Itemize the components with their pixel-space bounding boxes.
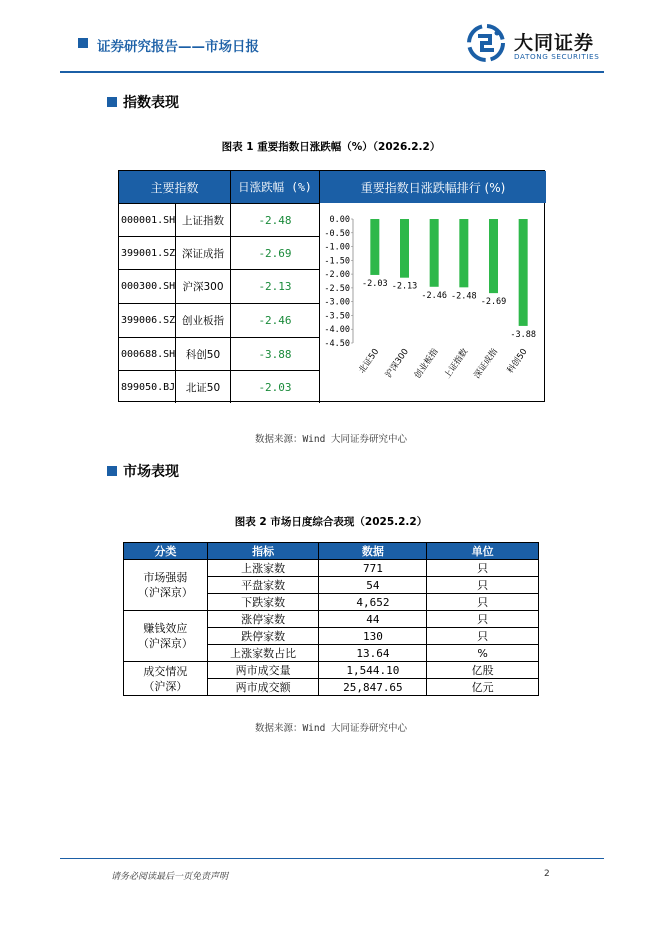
index-name: 北证50: [185, 382, 221, 394]
index-code: 000300.SH: [121, 281, 176, 292]
x-tick-label: 沪深300: [383, 346, 411, 380]
brand-name-en: DATONG SECURITIES: [514, 52, 600, 61]
market-performance-table: [123, 542, 539, 696]
y-tick-label: -0.50: [324, 228, 350, 239]
y-tick-label: 0.00: [329, 215, 350, 225]
table-header-row: [124, 543, 539, 560]
unit-cell: 亿元: [427, 679, 539, 696]
table-row: [119, 269, 319, 302]
index-change: -2.03: [258, 381, 292, 394]
index-name: 沪深300: [182, 281, 224, 293]
header-square-icon: [78, 38, 88, 48]
bar: [370, 219, 379, 275]
x-tick-label: 科创50: [505, 346, 530, 376]
category-scope: （沪深京）: [137, 586, 193, 599]
header-major-index: 主要指数: [119, 171, 230, 203]
table-row: [124, 662, 539, 679]
ranking-bar-chart-svg: [320, 203, 546, 403]
index-change: -2.69: [258, 247, 292, 260]
table-row: [124, 611, 539, 628]
index-change: -2.48: [258, 214, 292, 227]
category-cell: [124, 662, 208, 696]
report-type-title: 证券研究报告——市场日报: [97, 39, 259, 55]
y-tick-label: -1.00: [324, 242, 350, 253]
value-cell: 54: [319, 577, 427, 594]
x-tick-label: 深证成指: [472, 346, 500, 381]
header-ranking-chart: 重要指数日涨跌幅排行 (%): [320, 171, 546, 203]
y-tick-label: -4.00: [324, 325, 350, 336]
header-divider: [60, 71, 604, 73]
table-row: [124, 560, 539, 577]
metric-cell: 两市成交量: [207, 662, 319, 679]
index-code: 899050.BJ: [121, 382, 176, 393]
bar: [519, 219, 528, 326]
index-change: -2.13: [258, 280, 292, 293]
section-title-index: 指数表现: [123, 95, 179, 111]
unit-cell: %: [427, 645, 539, 662]
data-label: -2.69: [480, 297, 507, 308]
metric-cell: 两市成交额: [207, 679, 319, 696]
data-label: -2.48: [451, 291, 477, 302]
category-cell: [124, 611, 208, 662]
metric-cell: 涨停家数: [207, 611, 319, 628]
value-cell: 771: [319, 560, 427, 577]
x-tick-label: 北证50: [357, 346, 382, 376]
unit-cell: 只: [427, 560, 539, 577]
bar: [400, 219, 409, 278]
category-scope: （沪深京）: [137, 637, 193, 650]
brand-name-cn: 大同证券: [514, 32, 595, 54]
header-unit: 单位: [427, 543, 539, 560]
index-performance-table: [118, 170, 545, 402]
index-name: 创业板指: [182, 315, 224, 327]
y-tick-label: -3.00: [324, 297, 350, 308]
value-cell: 130: [319, 628, 427, 645]
x-tick-label: 上证指数: [442, 346, 471, 381]
value-cell: 25,847.65: [319, 679, 427, 696]
unit-cell: 亿股: [427, 662, 539, 679]
metric-cell: 平盘家数: [207, 577, 319, 594]
data-label: -2.13: [391, 281, 418, 292]
index-change: -2.46: [258, 314, 292, 327]
header-metric: 指标: [207, 543, 319, 560]
page-number: 2: [544, 869, 550, 879]
metric-cell: 上涨家数: [207, 560, 319, 577]
index-code: 399001.SZ: [121, 248, 176, 259]
table-row: [119, 303, 319, 336]
index-change: -3.88: [258, 348, 292, 361]
table-row: [119, 370, 319, 403]
index-name: 上证指数: [182, 215, 224, 227]
category-label: 成交情况: [143, 664, 188, 678]
value-cell: 1,544.10: [319, 662, 427, 679]
index-code: 399006.SZ: [121, 315, 176, 326]
figure1-source: 数据来源：Wind 大同证券研究中心: [254, 434, 408, 445]
category-label: 赚钱效应: [143, 622, 188, 635]
metric-cell: 上涨家数占比: [207, 645, 319, 662]
y-tick-label: -2.50: [324, 283, 350, 294]
index-code: 000688.SH: [121, 349, 176, 360]
y-tick-label: -4.50: [324, 339, 350, 349]
table-row: [119, 236, 319, 269]
header-daily-change: 日涨跌幅 (%): [231, 171, 319, 203]
data-label: -2.03: [362, 278, 388, 289]
y-tick-label: -1.50: [324, 256, 350, 267]
unit-cell: 只: [427, 594, 539, 611]
bar: [430, 219, 439, 287]
value-cell: 13.64: [319, 645, 427, 662]
data-label: -2.46: [421, 290, 447, 301]
figure2-title: 图表 2 市场日度综合表现（2025.2.2）: [234, 516, 428, 528]
y-tick-label: -2.00: [324, 270, 350, 281]
section-square-icon: [107, 97, 117, 107]
section-title-market: 市场表现: [123, 464, 179, 480]
category-scope: （沪深）: [143, 679, 188, 693]
figure1-title: 图表 1 重要指数日涨跌幅（%）（2026.2.2）: [221, 141, 441, 153]
category-label: 市场强弱: [143, 571, 188, 584]
figure2-source: 数据来源：Wind 大同证券研究中心: [254, 723, 408, 734]
table-row: [119, 337, 319, 370]
footer-disclaimer: 请务必阅读最后一页免责声明: [111, 872, 229, 882]
index-name: 深证成指: [182, 248, 224, 260]
unit-cell: 只: [427, 577, 539, 594]
header-category: 分类: [124, 543, 208, 560]
header-data: 数据: [319, 543, 427, 560]
value-cell: 44: [319, 611, 427, 628]
footer-divider: [60, 858, 604, 859]
ranking-bar-chart: [320, 203, 546, 403]
datong-logo-icon: [466, 24, 506, 62]
bar: [459, 219, 468, 287]
bar: [489, 219, 498, 293]
table-row: [119, 203, 319, 236]
unit-cell: 只: [427, 611, 539, 628]
unit-cell: 只: [427, 628, 539, 645]
y-tick-label: -3.50: [324, 311, 350, 322]
value-cell: 4,652: [319, 594, 427, 611]
index-name: 科创50: [185, 349, 221, 361]
data-label: -3.88: [510, 329, 536, 340]
metric-cell: 下跌家数: [207, 594, 319, 611]
x-tick-label: 创业板指: [412, 346, 441, 381]
index-code: 000001.SH: [121, 215, 176, 226]
section-square-icon: [107, 466, 117, 476]
metric-cell: 跌停家数: [207, 628, 319, 645]
category-cell: [124, 560, 208, 611]
